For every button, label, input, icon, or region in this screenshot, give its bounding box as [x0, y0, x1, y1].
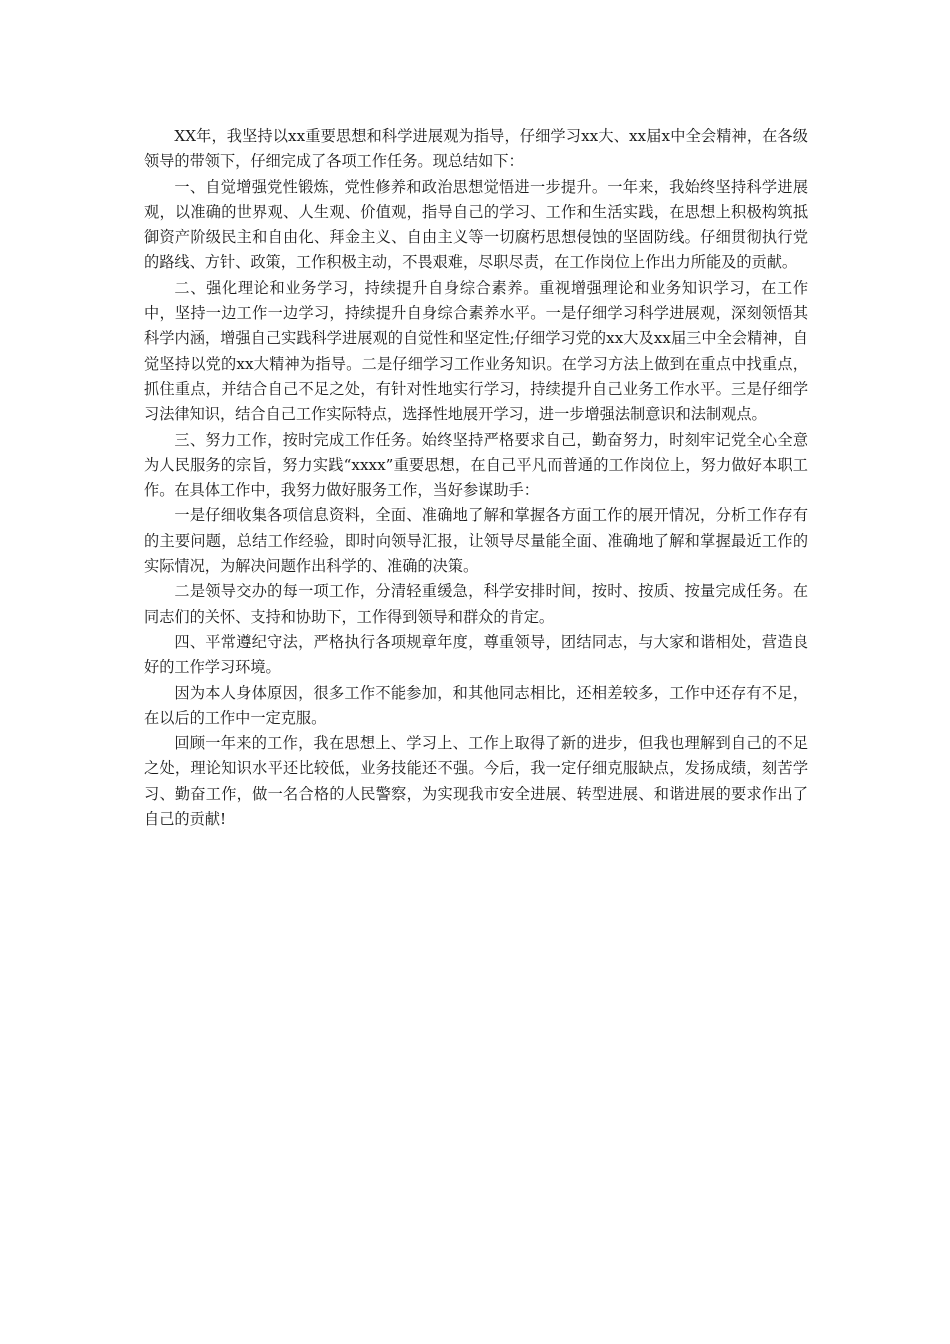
paragraph-section-3-item-2: 二是领导交办的每一项工作，分清轻重缓急，科学安排时间，按时、按质、按量完成任务。在同志们的关怀、支持和协助下，工作得到领导和群众的肯定。	[144, 582, 808, 626]
paragraph-shortcomings: 因为本人身体原因，很多工作不能参加，和其他同志相比，还相差较多，工作中还存有不足，在以后的工作中一定克服。	[144, 683, 808, 727]
document-body	[144, 124, 808, 832]
paragraph-conclusion: 回顾一年来的工作，我在思想上、学习上、工作上取得了新的进步，但我也理解到自己的不足之处，理论知识水平还比较低，业务技能还不强。今后，我一定仔细克服缺点，发扬成绩，刻苦学习、勤奋工作，做一名合格的人民警察，为实现我市安全进展、转型进展、和谐进展的要求作出了自己的贡献!	[144, 734, 808, 829]
paragraph-intro: XX年，我坚持以xx重要思想和科学进展观为指导，仔细学习xx大、xx届x中全会精神，在各级领导的带领下，仔细完成了各项工作任务。现总结如下：	[144, 127, 808, 171]
paragraph-section-3-item-1: 一是仔细收集各项信息资料，全面、准确地了解和掌握各方面工作的展开情况，分析工作存有的主要问题，总结工作经验，即时向领导汇报，让领导尽量能全面、准确地了解和掌握最近工作的实际情况，为解决问题作出科学的、准确的决策。	[144, 506, 808, 576]
paragraph-section-4: 四、平常遵纪守法，严格执行各项规章年度，尊重领导，团结同志，与大家和谐相处，营造良好的工作学习环境。	[144, 632, 808, 677]
paragraph-section-3: 三、努力工作，按时完成工作任务。始终坚持严格要求自己，勤奋努力，时刻牢记党全心全意为人民服务的宗旨，努力实践“xxxx”重要思想，在自己平凡而普通的工作岗位上，努力做好本职工作。在具体工作中，我努力做好服务工作，当好参谋助手：	[144, 430, 808, 500]
paragraph-section-2: 二、强化理论和业务学习，持续提升自身综合素养。重视增强理论和业务知识学习，在工作中，坚持一边工作一边学习，持续提升自身综合素养水平。一是仔细学习科学进展观，深刻领悟其科学内涵，增强自己实践科学进展观的自觉性和坚定性;仔细学习党的xx大及xx届三中全会精神，自觉坚持以党的xx大精神为指导。二是仔细学习工作业务知识。在学习方法上做到在重点中找重点，抓住重点，并结合自己不足之处，有针对性地实行学习，持续提升自己业务工作水平。三是仔细学习法律知识，结合自己工作实际特点，选择性地展开学习，进一步增强法制意识和法制观点。	[144, 278, 808, 424]
paragraph-section-1: 一、自觉增强党性锻炼，党性修养和政治思想觉悟进一步提升。一年来，我始终坚持科学进展观，以准确的世界观、人生观、价值观，指导自己的学习、工作和生活实践，在思想上积极构筑抵御资产阶级民主和自由化、拜金主义、自由主义等一切腐朽思想侵蚀的坚固防线。仔细贯彻执行党的路线、方针、政策，工作积极主动，不畏艰难，尽职尽责，在工作岗位上作出力所能及的贡献。	[144, 177, 808, 272]
